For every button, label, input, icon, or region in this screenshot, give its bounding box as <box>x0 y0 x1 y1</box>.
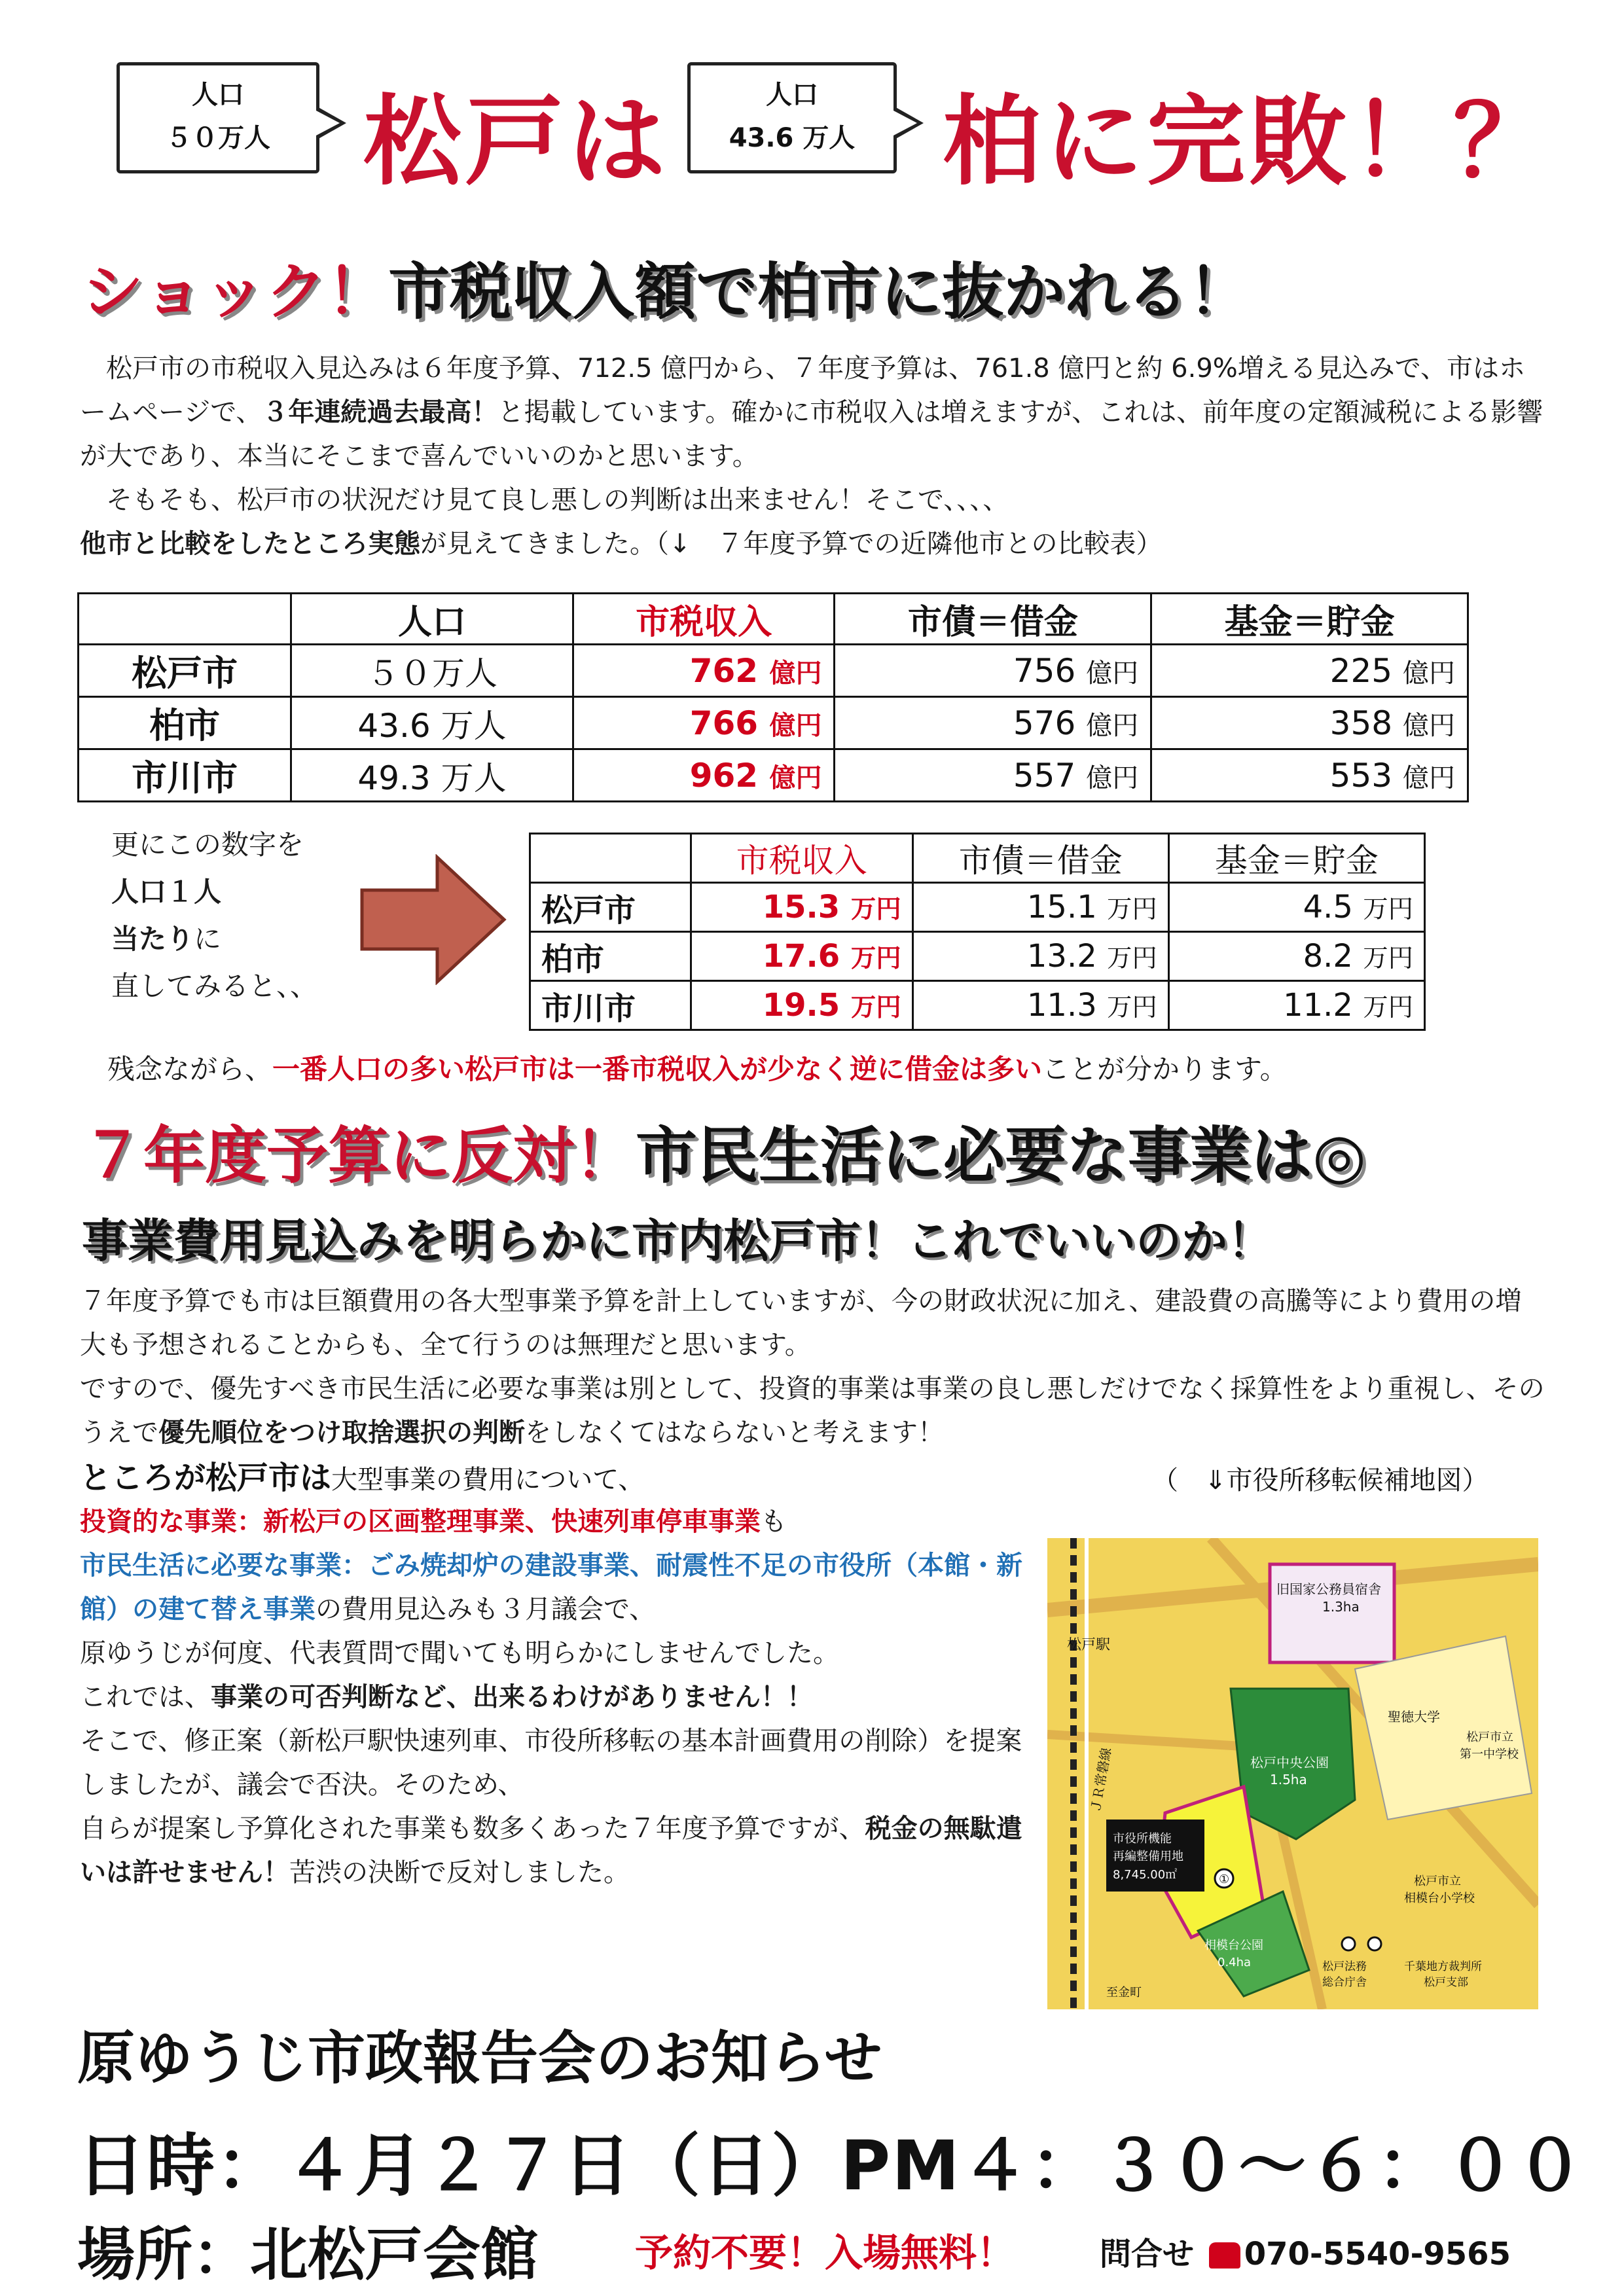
event-place: 場所：北松戸会館 <box>77 2221 539 2288</box>
map-label: ＪＲ常磐線 <box>1087 1746 1115 1814</box>
map-label: 松戸法務 <box>1322 1960 1367 1973</box>
phone-icon <box>1209 2242 1240 2269</box>
section1-body <box>80 347 1546 566</box>
bold-text: 他市と比較をしたところ実態 <box>80 529 420 559</box>
city-hall-relocation-map <box>1047 1538 1538 2009</box>
map-label: 8,745.00㎡ <box>1113 1868 1178 1882</box>
section2-subtitle: 事業費用見込みを明らかに市内松戸市！これでいいのか！ <box>82 1214 1273 1268</box>
section1-title <box>82 242 1250 331</box>
map-label: 松戸市立 <box>1466 1731 1513 1744</box>
table-row: 松戸市 15.3 万円 15.1 万円 4.5 万円 <box>530 883 1425 932</box>
paragraph: 松戸市の市税収入見込みは６年度予算、712.5 億円から、７年度予算は、761.8 億円と約 6.9%増える見込みで、市はホームページで、３年連続過去最高！と掲載しています。確かに市税収入は増えますが、これは、前年度の定額減税による影響が大であり、本当にそこまで喜んでいいのかと思います。 <box>80 353 1543 471</box>
map-label: 1.5ha <box>1270 1772 1307 1787</box>
table-header-row <box>79 594 1468 645</box>
bubble-line2: ５０万人 <box>166 123 270 153</box>
investment-projects: 投資的な事業：新松戸の区画整理事業、快速列車停車事業 <box>80 1507 761 1537</box>
section2-title-red: ７年度予算に反対！ <box>82 1121 636 1192</box>
map-label: 第一中学校 <box>1460 1748 1519 1761</box>
bubble-line1: 人口 <box>766 80 818 110</box>
contact-label: 問合せ <box>1100 2236 1195 2272</box>
paragraph: そもそも、松戸市の状況だけ見て良し悪しの判断は出来ません！そこで、、、、 <box>106 485 1009 515</box>
map-label: 0.4ha <box>1218 1956 1252 1969</box>
essential-projects: 市民生活に必要な事業：ごみ焼却炉の建設事業、耐震性不足の市役所（本館・新館）の建て替え事業 <box>80 1551 1022 1624</box>
map-label: 松戸中央公園 <box>1250 1755 1329 1770</box>
bubble-line2: 43.6 万人 <box>729 123 856 153</box>
map-label: 1.3ha <box>1322 1599 1360 1615</box>
table-row: 市川市 19.5 万円 11.3 万円 11.2 万円 <box>530 981 1425 1030</box>
population-bubble-matsudo <box>117 62 319 173</box>
site-marker <box>1342 1937 1355 1950</box>
matsudo-however: ところが松戸市は大型事業の費用について、 <box>80 1460 645 1496</box>
section2-projects: 投資的な事業：新松戸の区画整理事業、快速列車停車事業も 市民生活に必要な事業：ごみ焼却炉の建設事業、耐震性不足の市役所（本館・新館）の建て替え事業の費用見込みも３月議会で、 原ゆうじが何度、代表質問で聞いても明らかにしませんでした。 これでは、事業の可否判断など、出来るわけがありません！！ そこで、修正案（新松戸駅快速列車、市役所移転の基本計画費用の削除）を提案しましたが、議会で否決。そのため、 自らが提案し予算化された事業も数多くあった７年度予算ですが、税金の無駄遣いは許せません！苦渋の決断で反対しました。 <box>80 1507 1022 1888</box>
section2-title <box>82 1106 1366 1194</box>
bold-text: ３年連続過去最高！ <box>262 397 498 427</box>
map-label: 聖徳大学 <box>1388 1709 1440 1725</box>
map-label: 総合庁舎 <box>1322 1976 1367 1989</box>
comparison-table <box>77 592 1469 802</box>
table-row: 市川市 49.3 万人 962 億円 557 億円 553 億円 <box>79 749 1468 802</box>
map-label: 相模台小学校 <box>1404 1892 1475 1905</box>
col-fund: 基金＝貯金 <box>1151 594 1468 645</box>
section1-title-black: 市税収入額で柏市に抜かれる！ <box>388 257 1250 328</box>
map-label: 松戸駅 <box>1067 1637 1111 1653</box>
right-arrow-icon <box>359 854 509 985</box>
table-row: 柏市 43.6 万人 766 億円 576 億円 358 億円 <box>79 697 1468 749</box>
headline-matsudo: 松戸は <box>363 85 670 199</box>
per-capita-table <box>529 833 1426 1031</box>
col-tax: 市税収入 <box>573 594 835 645</box>
event-datetime: 日時：４月２７日（日）PM４：３０〜６：００ <box>77 2126 1585 2206</box>
map-label: ① <box>1219 1873 1230 1886</box>
map-label: 市役所機能 <box>1113 1832 1172 1846</box>
bubble-line1: 人口 <box>192 80 244 110</box>
free-admission: 予約不要！入場無料！ <box>635 2231 1015 2275</box>
section1-title-red: ショック！ <box>82 257 389 328</box>
map-label: 松戸市立 <box>1414 1874 1461 1888</box>
col-population: 人口 <box>291 594 573 645</box>
map-label: 旧国家公務員宿舎 <box>1276 1581 1381 1597</box>
col-debt: 市債＝借金 <box>912 834 1168 883</box>
col-tax: 市税収入 <box>691 834 912 883</box>
conclusion: 残念ながら、一番人口の多い松戸市は一番市税収入が少なく逆に借金は多いことが分かります。 <box>107 1053 1288 1085</box>
section2-body: ７年度予算でも市は巨額費用の各大型事業予算を計上していますが、今の財政状況に加え、建設費の高騰等により費用の増大も予想されることからも、全て行うのは無理だと思います。 ですので、優先すべき市民生活に必要な事業は別として、投資的事業は事業の良し悪しだけでなく採算性をより重視し、そのうえで優先順位をつけ取捨選択の判断をしなくてはならないと考えます！ <box>80 1286 1545 1448</box>
event-title: 原ゆうじ市政報告会のお知らせ <box>77 2024 882 2092</box>
headline-kashiwa: 柏に完敗！？ <box>943 85 1556 199</box>
map-label: 再編整備用地 <box>1113 1850 1183 1863</box>
map-label: 千葉地方裁判所 <box>1404 1960 1482 1973</box>
table-header-row <box>530 834 1425 883</box>
population-bubble-kashiwa <box>687 62 897 173</box>
map-label: 松戸支部 <box>1424 1976 1468 1989</box>
phone-number[interactable]: 070-5540-9565 <box>1244 2236 1511 2272</box>
section2-title-black: 市民生活に必要な事業は◎ <box>636 1121 1367 1192</box>
col-debt: 市債＝借金 <box>835 594 1151 645</box>
paragraph: 他市と比較をしたところ実態が見えてきました。（↓ ７年度予算での近隣他市との比較表） <box>80 529 1163 559</box>
map-label: 至金町 <box>1106 1986 1142 2000</box>
site-marker <box>1368 1937 1381 1950</box>
percapita-note: 更にこの数字を 人口１人 当たりに 直してみると、、 <box>111 829 318 1002</box>
col-fund: 基金＝貯金 <box>1168 834 1424 883</box>
map-caption: （ ⇓市役所移転候補地図） <box>1152 1465 1489 1496</box>
map-label: 相模台公園 <box>1204 1939 1263 1952</box>
contact <box>1100 2229 1511 2274</box>
university-site <box>1355 1636 1532 1820</box>
table-row: 松戸市 ５０万人 762 億円 756 億円 225 億円 <box>79 645 1468 697</box>
table-row: 柏市 17.6 万円 13.2 万円 8.2 万円 <box>530 932 1425 981</box>
